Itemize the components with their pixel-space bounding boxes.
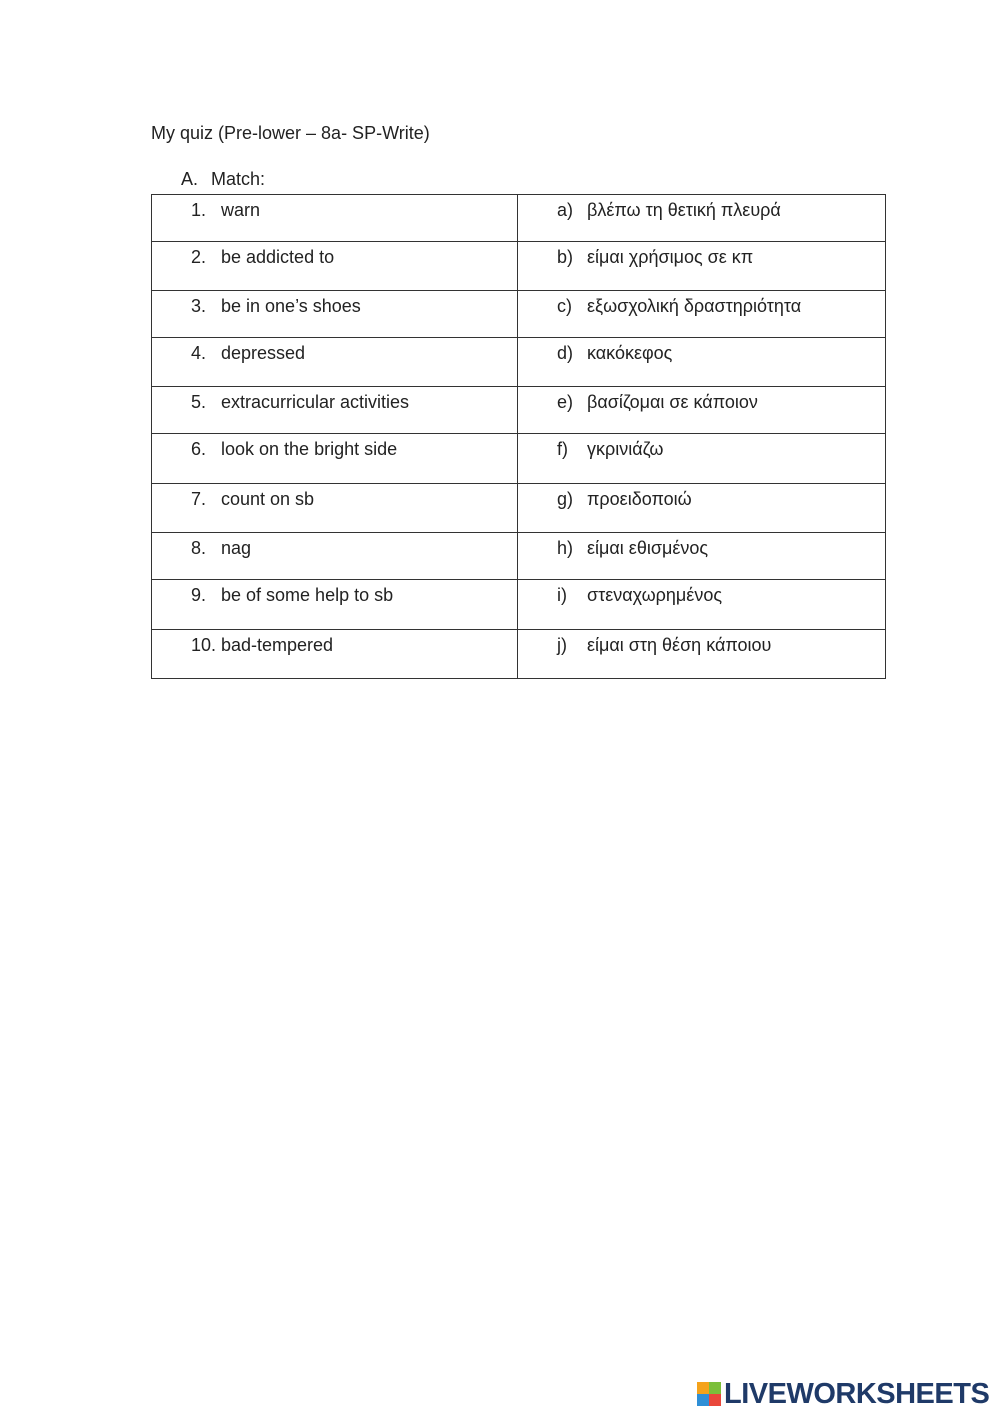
left-cell	[152, 242, 518, 291]
section-heading	[181, 168, 265, 190]
item-definition: εξωσχολική δραστηριότητα	[587, 296, 802, 316]
item-term: nag	[221, 538, 252, 558]
right-cell	[518, 434, 886, 484]
logo-square-1	[697, 1382, 709, 1394]
item-letter: i)	[557, 585, 567, 605]
logo-text: LIVEWORKSHEETS	[724, 1378, 990, 1410]
table-row	[152, 338, 886, 387]
table-row	[152, 434, 886, 484]
logo-square-3	[697, 1394, 709, 1406]
right-cell	[518, 533, 886, 580]
item-term: count on sb	[221, 489, 315, 509]
item-term: extracurricular activities	[221, 392, 410, 412]
logo-square-2	[709, 1382, 721, 1394]
left-cell	[152, 580, 518, 630]
liveworksheets-logo[interactable]	[697, 1379, 989, 1409]
item-term: be in one’s shoes	[221, 296, 361, 316]
table-row	[152, 630, 886, 679]
item-letter: h)	[557, 538, 574, 558]
item-definition: στεναχωρημένος	[587, 585, 722, 605]
item-number: 2.	[191, 247, 207, 267]
item-letter: a)	[557, 200, 574, 220]
item-number: 3.	[191, 296, 207, 316]
item-term: be addicted to	[221, 247, 335, 267]
left-cell	[152, 434, 518, 484]
left-cell	[152, 387, 518, 434]
right-cell	[518, 387, 886, 434]
right-cell	[518, 338, 886, 387]
item-term: bad-tempered	[221, 635, 334, 655]
item-number: 4.	[191, 343, 207, 363]
right-cell	[518, 195, 886, 242]
item-number: 1.	[191, 200, 207, 220]
item-definition: γκρινιάζω	[587, 439, 664, 459]
left-cell	[152, 533, 518, 580]
item-letter: b)	[557, 247, 574, 267]
right-cell	[518, 580, 886, 630]
item-definition: είμαι εθισμένος	[587, 538, 709, 558]
left-cell	[152, 630, 518, 679]
item-letter: e)	[557, 392, 574, 412]
item-letter: f)	[557, 439, 568, 459]
page-title: My quiz (Pre-lower – 8a- SP-Write)	[151, 123, 430, 143]
item-number: 8.	[191, 538, 207, 558]
item-term: depressed	[221, 343, 306, 363]
left-cell	[152, 291, 518, 338]
item-term: be of some help to sb	[221, 585, 394, 605]
match-table	[151, 194, 886, 679]
logo-square-4	[709, 1394, 721, 1406]
left-cell	[152, 195, 518, 242]
right-cell	[518, 630, 886, 679]
item-definition: βασίζομαι σε κάποιον	[587, 392, 758, 412]
table-row	[152, 484, 886, 533]
item-letter: c)	[557, 296, 572, 316]
item-definition: προειδοποιώ	[587, 489, 692, 509]
right-cell	[518, 484, 886, 533]
item-letter: j)	[557, 635, 567, 655]
table-row	[152, 533, 886, 580]
item-number: 5.	[191, 392, 207, 412]
item-term: warn	[221, 200, 261, 220]
left-cell	[152, 484, 518, 533]
table-row	[152, 195, 886, 242]
item-definition: βλέπω τη θετική πλευρά	[587, 200, 781, 220]
table-row	[152, 242, 886, 291]
section-letter: A.	[181, 169, 199, 189]
item-letter: g)	[557, 489, 574, 509]
item-number: 6.	[191, 439, 207, 459]
item-definition: κακόκεφος	[587, 343, 673, 363]
logo-mark-icon	[697, 1382, 721, 1406]
item-definition: είμαι στη θέση κάποιου	[587, 635, 772, 655]
item-number: 10.	[191, 635, 217, 655]
table-row	[152, 291, 886, 338]
table-row	[152, 580, 886, 630]
item-number: 7.	[191, 489, 207, 509]
right-cell	[518, 242, 886, 291]
section-label: Match:	[211, 169, 266, 189]
item-term: look on the bright side	[221, 439, 398, 459]
item-letter: d)	[557, 343, 574, 363]
table-row	[152, 387, 886, 434]
left-cell	[152, 338, 518, 387]
right-cell	[518, 291, 886, 338]
item-number: 9.	[191, 585, 207, 605]
item-definition: είμαι χρήσιμος σε κπ	[587, 247, 754, 267]
